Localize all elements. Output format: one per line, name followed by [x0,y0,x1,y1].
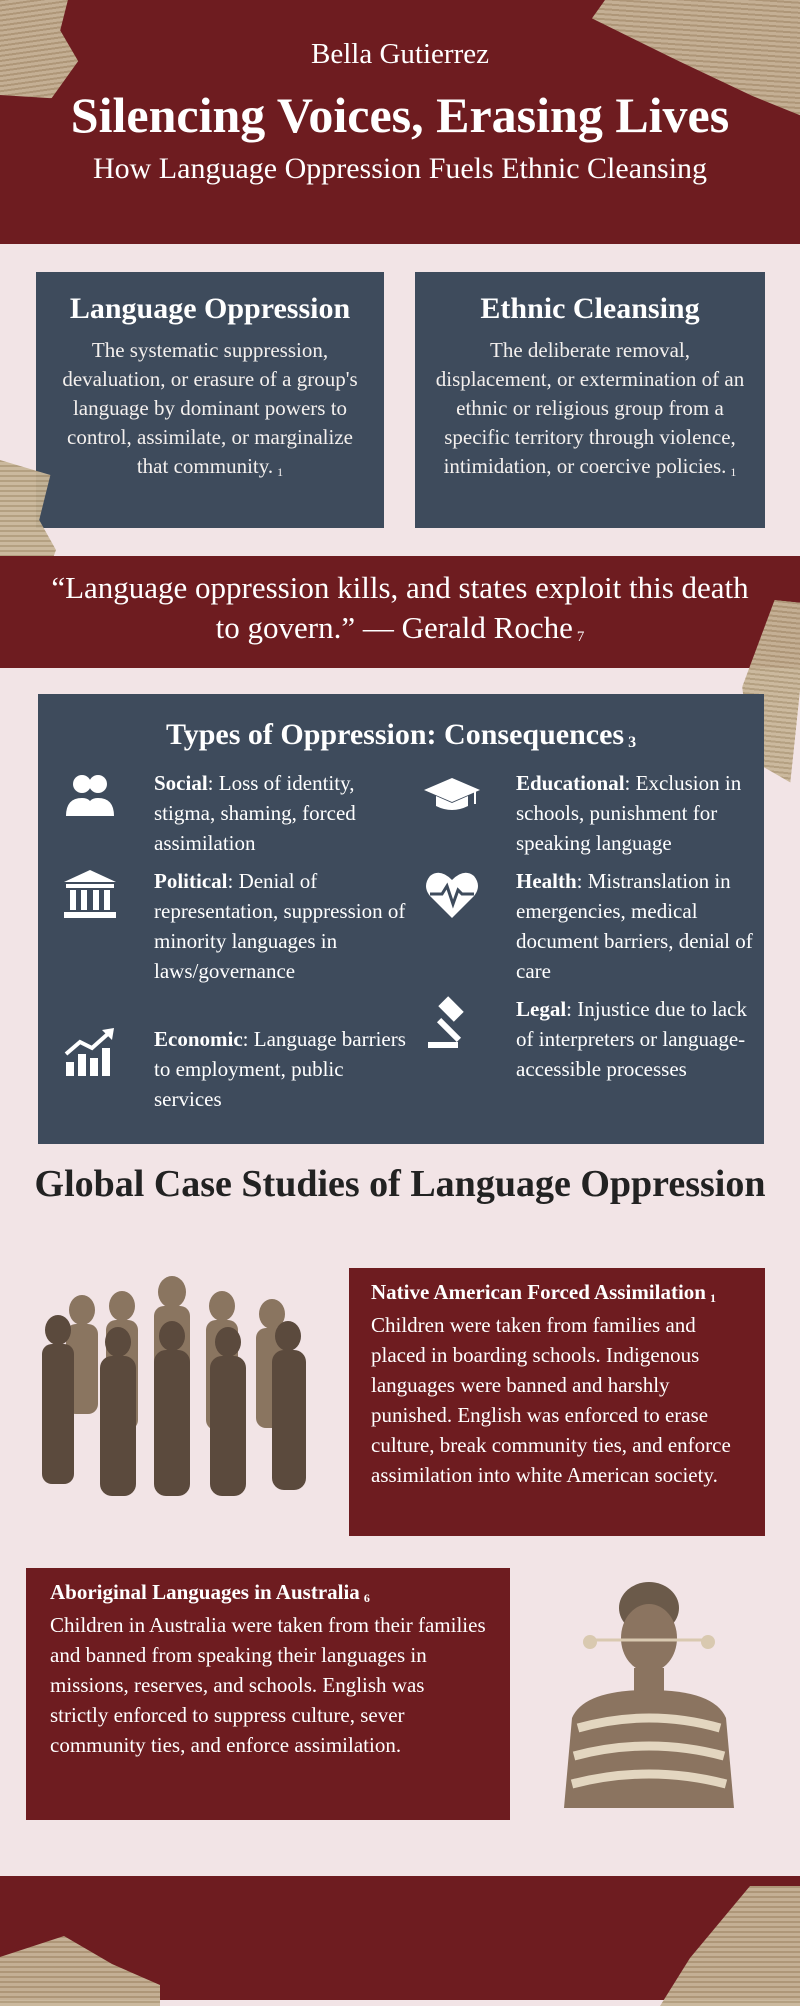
definition-text: The systematic suppression, devaluation, or erasure of a group's language by dominant powers to control, assimilate, or marginalize that community. $_1$ [62,338,358,479]
case-studies-heading: Global Case Studies of Language Oppression [34,1163,766,1205]
quote-text: “Language oppression kills, and states exploit this death to govern.” — Gerald Roche [51,570,749,645]
page-subtitle: How Language Oppression Fuels Ethnic Cleansing [92,152,708,185]
case-study-title: Aboriginal Languages in Australia $_6$ [50,1580,370,1605]
type-item-text: Economic: Language barriers to employment, public services [154,1027,406,1111]
case-study-native-american [349,1268,765,1536]
type-item-text: Social: Loss of identity, stigma, shaming, forced assimilation [154,771,356,855]
native-american-group-photo [22,1262,340,1510]
gavel-icon [424,994,480,1050]
type-item-text: Educational: Exclusion in schools, punishment for speaking language [516,771,742,855]
reference-number: 7 [576,629,585,645]
case-study-title: Native American Forced Assimilation $_1$ [371,1280,716,1305]
heart-pulse-icon [424,866,480,922]
type-item-text: Health: Mistranslation in emergencies, medical document barriers, denial of care [516,869,753,983]
types-of-oppression-panel [38,694,764,1144]
government-building-icon [62,866,118,922]
quote-band [0,556,800,668]
graduation-cap-icon [424,768,480,824]
reference-number: 1 [730,465,737,479]
users-icon [62,768,118,824]
definition-title: Ethnic Cleansing [480,292,700,325]
reference-number: 1 [277,465,284,479]
type-item-text: Legal: Injustice due to lack of interpreters or language-accessible processes [516,997,747,1081]
definition-title: Language Oppression [69,292,351,325]
aboriginal-man-photo [544,1568,754,1808]
header-banner [0,0,800,244]
footer-band [0,1876,800,2000]
case-study-text: Children were taken from families and placed in boarding schools. Indigenous languages were banned and harshly punished. English was enforced to erase culture, break community ties, and enforce assimilation into white American society. [371,1313,731,1487]
definition-ethnic-cleansing [415,272,765,528]
definition-text: The deliberate removal, displacement, or extermination of an ethnic or religious group from a specific territory through violence, intimidation, or coercive policies. $_1$ [435,338,745,479]
definition-language-oppression [36,272,384,528]
newspaper-scrap-bottom-right [660,1886,800,2006]
page-title: Silencing Voices, Erasing Lives [70,87,730,143]
case-study-aboriginal-australia [26,1568,510,1820]
reference-number: 3 [628,734,637,751]
case-study-text: Children in Australia were taken from their families and banned from speaking their languages in missions, reserves, and schools. English was strictly enforced to suppress culture, sever community ties, and enforce assimilation. [50,1613,486,1757]
chart-trend-icon [62,1024,118,1080]
type-item-text: Political: Denial of representation, suppression of minority languages in laws/governance [154,869,406,983]
reference-number: 1 [710,1291,716,1305]
newspaper-scrap-bottom-left [0,1936,160,2006]
types-title: Types of Oppression: Consequences $_3$ [165,718,637,751]
author-name: Bella Gutierrez [311,38,489,70]
reference-number: 6 [363,1591,370,1605]
